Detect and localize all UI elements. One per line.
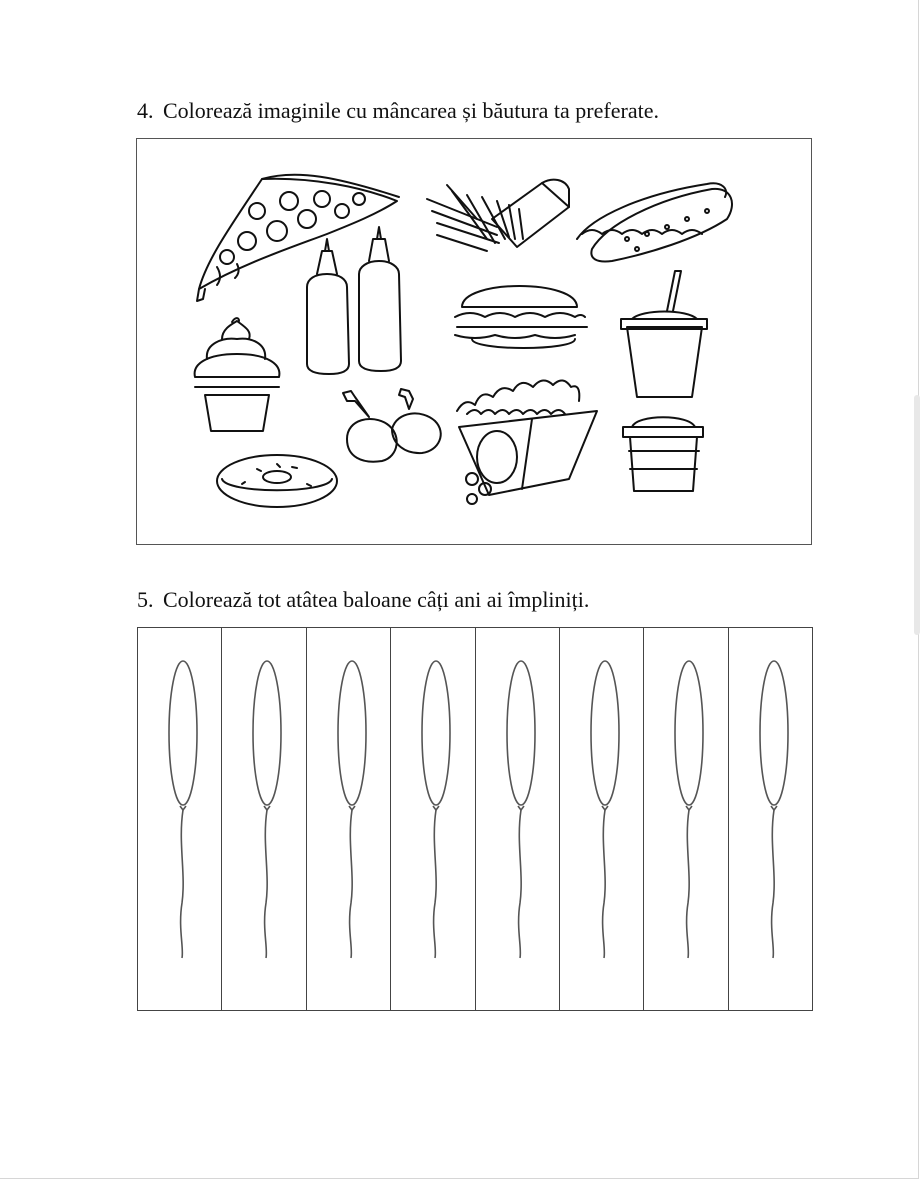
balloon-icon[interactable] bbox=[644, 628, 728, 1010]
sauce-bottles-icon bbox=[307, 227, 401, 374]
hot-dog-icon bbox=[577, 183, 732, 261]
balloon-cell[interactable] bbox=[476, 628, 560, 1010]
scrollbar[interactable] bbox=[914, 395, 920, 635]
balloon-icon[interactable] bbox=[476, 628, 560, 1010]
exercise-5-title bbox=[137, 587, 589, 613]
balloon-grid bbox=[137, 627, 813, 1011]
balloon-cell[interactable] bbox=[391, 628, 475, 1010]
balloon-icon[interactable] bbox=[560, 628, 644, 1010]
pizza-slice-icon bbox=[197, 175, 399, 301]
balloon-icon[interactable] bbox=[729, 628, 813, 1010]
exercise-4-title bbox=[137, 98, 659, 124]
balloon-icon[interactable] bbox=[307, 628, 391, 1010]
balloon-cell[interactable] bbox=[138, 628, 222, 1010]
burger-icon bbox=[455, 286, 587, 348]
exercise-5-number: 5. bbox=[137, 587, 154, 612]
food-coloring-box bbox=[136, 138, 812, 545]
balloon-cell[interactable] bbox=[560, 628, 644, 1010]
balloon-cell[interactable] bbox=[729, 628, 812, 1010]
balloon-cell[interactable] bbox=[307, 628, 391, 1010]
balloon-cell[interactable] bbox=[222, 628, 306, 1010]
balloon-icon[interactable] bbox=[391, 628, 475, 1010]
balloon-icon[interactable] bbox=[138, 628, 222, 1010]
balloon-cell[interactable] bbox=[644, 628, 728, 1010]
soda-cup-icon bbox=[621, 271, 707, 397]
chicken-drumsticks-icon bbox=[343, 389, 441, 462]
popcorn-box-icon bbox=[457, 380, 597, 504]
ice-cream-cup-icon bbox=[195, 318, 280, 431]
exercise-4-text: Colorează imaginile cu mâncarea și băutura ta preferate. bbox=[163, 98, 659, 123]
balloon-icon[interactable] bbox=[222, 628, 306, 1010]
french-fries-icon bbox=[427, 180, 569, 251]
exercise-5-text: Colorează tot atâtea baloane câți ani ai împliniți. bbox=[163, 587, 590, 612]
donut-icon bbox=[217, 455, 337, 507]
coffee-cup-icon bbox=[623, 417, 703, 491]
exercise-4-number: 4. bbox=[137, 98, 154, 123]
